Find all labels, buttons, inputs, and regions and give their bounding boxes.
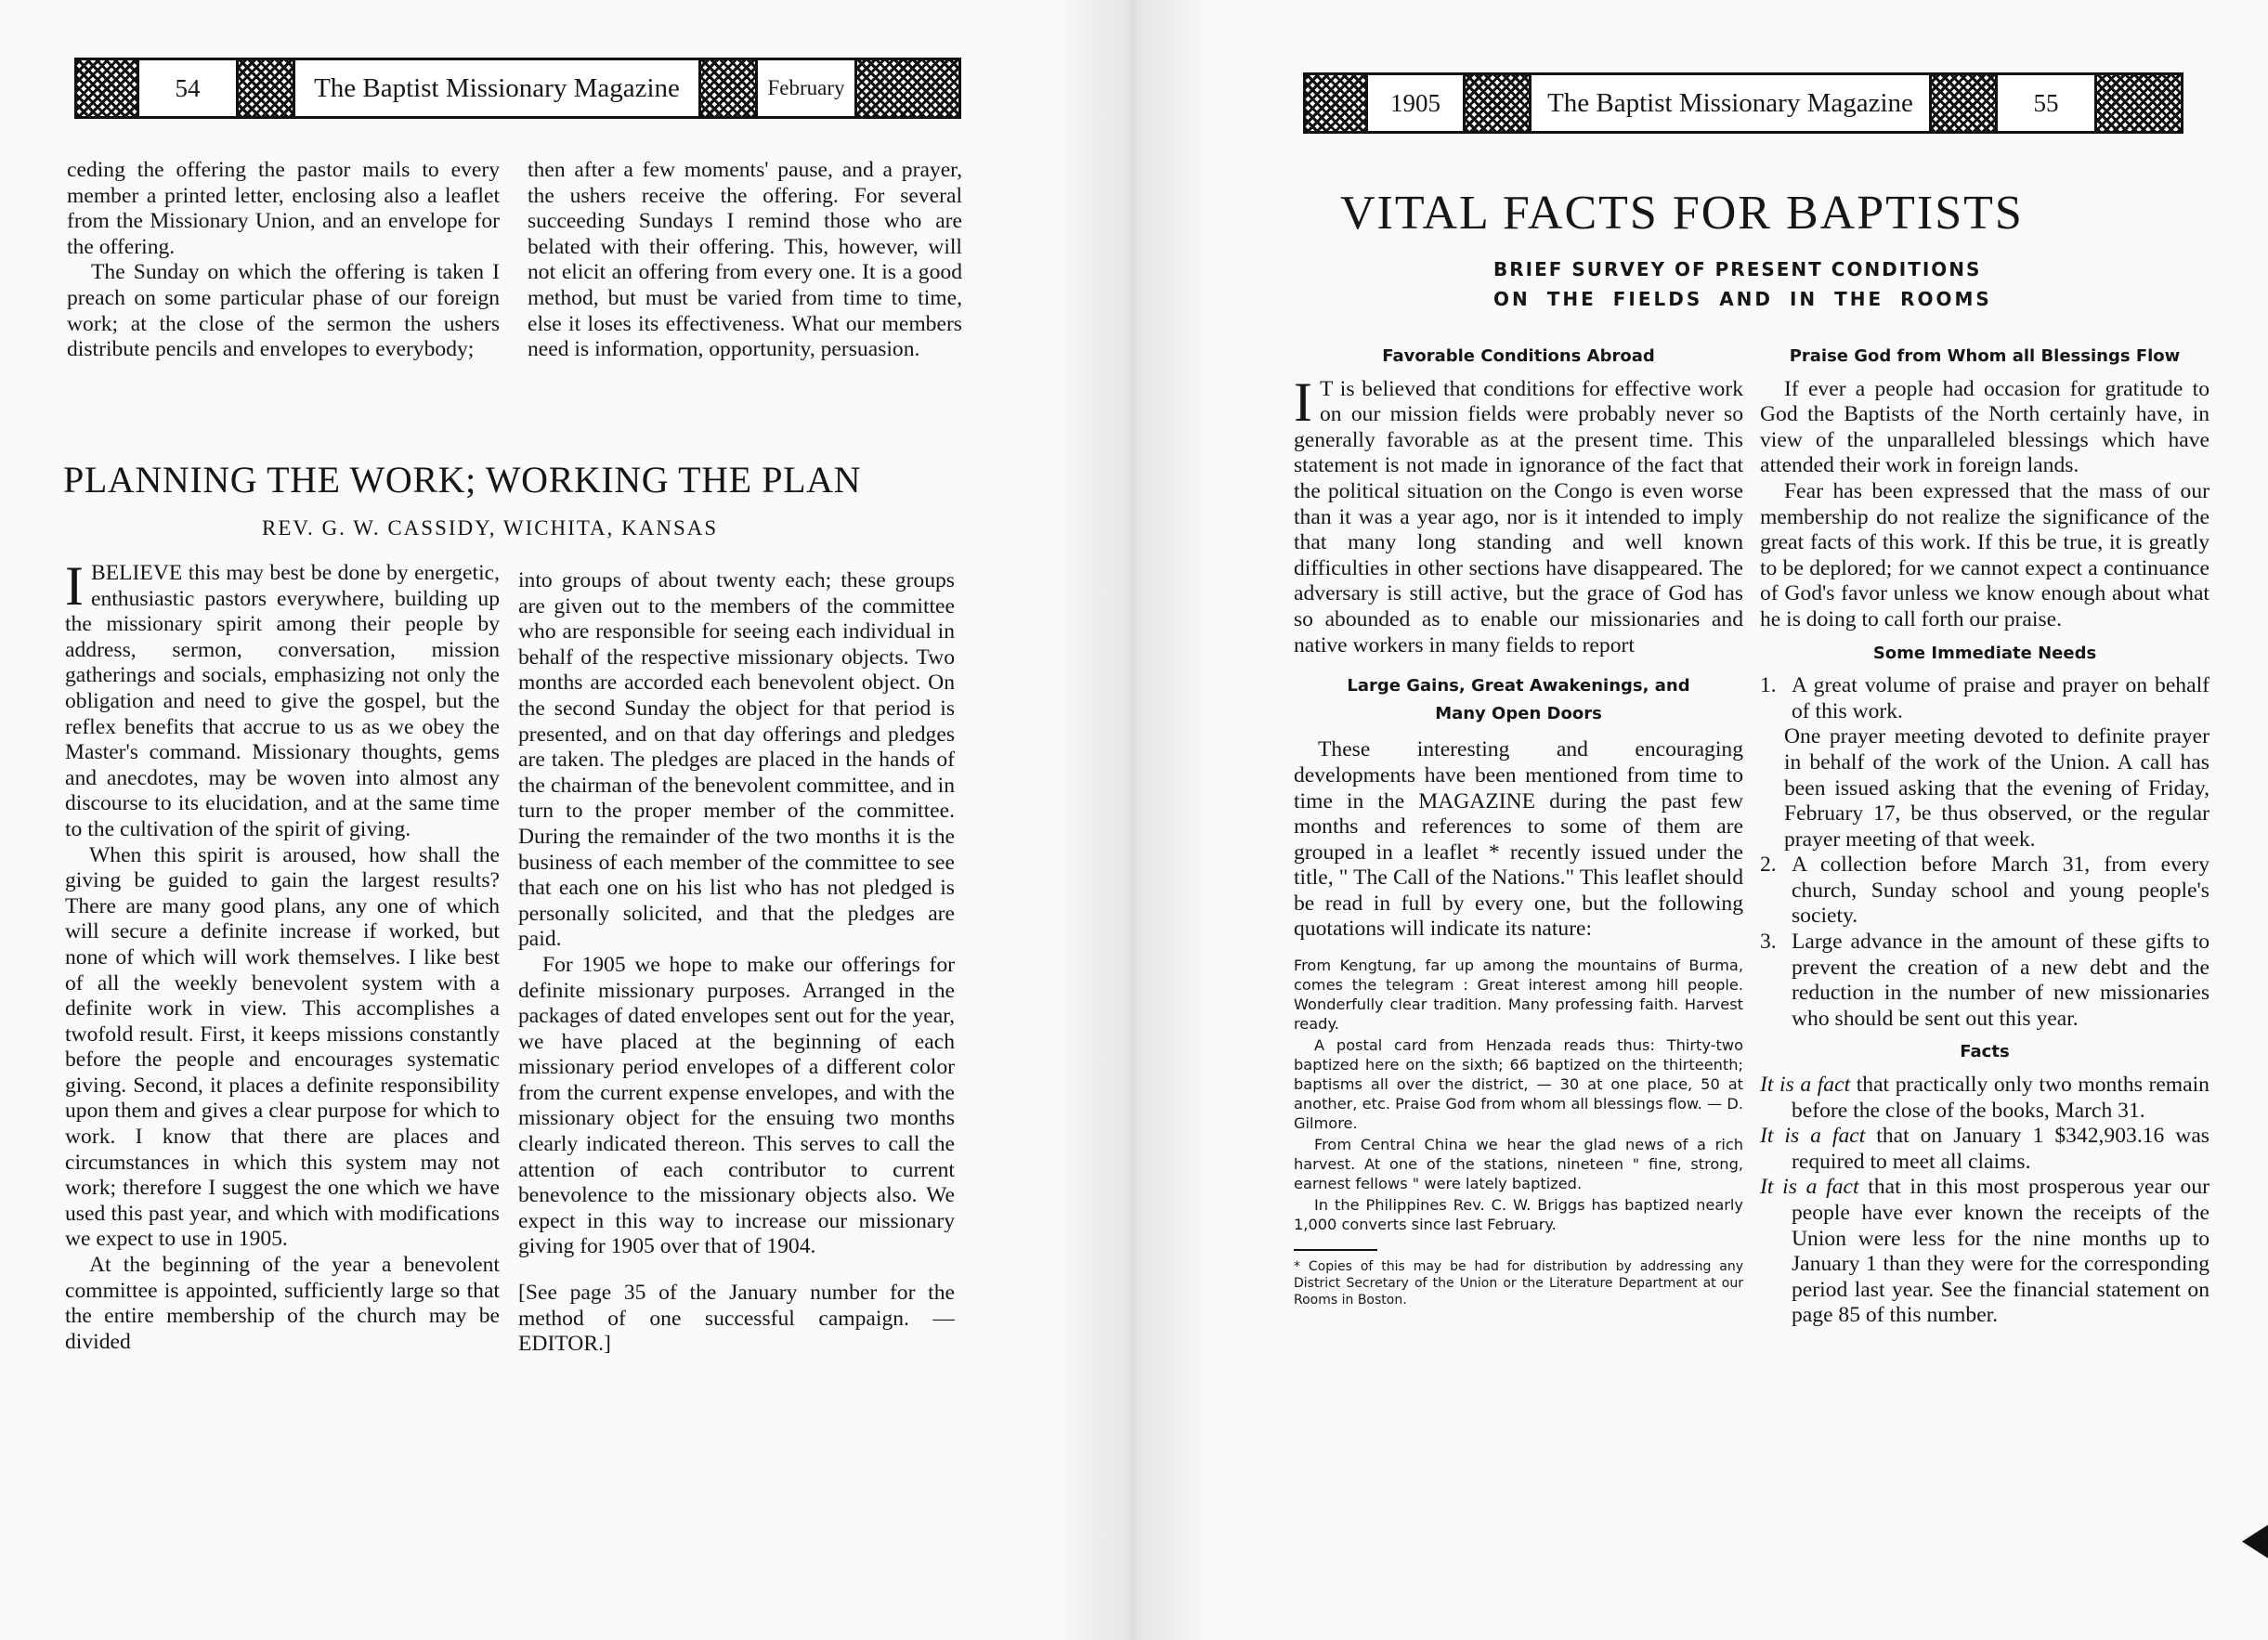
page-corner-mark (2242, 1525, 2268, 1558)
ornament (1932, 75, 1995, 131)
page-subtitle-2: ON THE FIELDS AND IN THE ROOMS (1493, 288, 1992, 310)
section-heading: Favorable Conditions Abroad (1382, 346, 1655, 366)
drop-cap: I (65, 555, 84, 617)
article-title: PLANNING THE WORK; WORKING THE PLAN (63, 459, 862, 501)
header-magazine-title: The Baptist Missionary Magazine (293, 60, 701, 116)
fact-item: It is a fact that on January 1 $342,903.16 was required to meet all claims. (1760, 1124, 2209, 1174)
page-title: VITAL FACTS FOR BAPTISTS (1340, 187, 2024, 240)
paragraph: These interesting and encouraging developments have been mentioned from time to time in the MAGAZINE during the past few months and references to some of them are grouped in a leaflet * recently issued under the title, " The Call of the Nations." This leaflet should be read in full by every one, but the following quotations will indicate its nature: (1294, 737, 1743, 942)
page-number: 54 (137, 60, 239, 116)
header-magazine-title: The Baptist Missionary Magazine (1529, 75, 1932, 131)
list-item: 2. A collection before March 31, from every church, Sunday school and young people's society. (1760, 853, 2209, 929)
ornament (701, 60, 755, 116)
section-heading: Facts (1960, 1042, 2010, 1062)
ornament (1306, 75, 1365, 131)
header-year: 1905 (1365, 75, 1466, 131)
quotation: From Central China we hear the glad news of a rich harvest. At one of the stations, nineteen " fine, strong, earnest fellows " were lately baptized. (1294, 1136, 1743, 1193)
right-page (1203, 0, 2268, 1640)
right-header (1303, 72, 2183, 134)
left-header (74, 58, 961, 119)
paragraph: When this spirit is aroused, how shall the giving be guided to gain the largest results? There are many good plans, any one of which will secure a definite increase if worked, but none of which will work themselves. I like best of all the weekly benevolent system with a definite work in view. This accomplishes a twofold result. First, it keeps missions constantly before the people and encourages systematic giving. Second, it places a definite responsibility upon them and gives a clear purpose for which to work. I know that there are places and circumstances in which this system may not work; therefore I suggest the one which we have used this past year, and which with modifications we expect to use in 1905. (65, 842, 500, 1252)
paragraph: into groups of about twenty each; these groups are given out to the members of the committee who are responsible for seeing each individual in behalf of the respective missionary objects. Two months are accorded each benevolent object. On the second Sunday the object for that period is presented, and on that day offerings and pledges are taken. The pledges are placed in the hands of the chairman of the benevolent committee, and in turn to the proper member of the committee. During the remainder of the two months it is the business of each member of the committee to see that each one on his list who has not pledged is personally solicited, and that the pledges are paid. (518, 568, 955, 952)
quotation: In the Philippines Rev. C. W. Briggs has baptized nearly 1,000 converts since last February. (1294, 1196, 1743, 1234)
paragraph: If ever a people had occasion for gratitude to God the Baptists of the North certainly have, in view of the unparalleled blessings which have attended their work in foreign lands. (1760, 376, 2209, 478)
quotation: A postal card from Henzada reads thus: Thirty-two baptized here on the sixth; 66 baptized on the thirteenth; baptisms all over the district, — 30 at one place, 50 at another, etc. Praise God from whom all blessings flow. — D. Gilmore. (1294, 1036, 1743, 1133)
ornament (239, 60, 293, 116)
quotation: From Kengtung, far up among the mountains of Burma, comes the telegram : Great interest among hill people. Wonderfully clear tradition. Many professing faith. Harvest ready. (1294, 957, 1743, 1034)
paragraph: T is believed that conditions for effective work on our mission fields were probably never so generally favorable as at the present time. This statement is not made in ignorance of the fact that the political situation on the Congo is even worse than it was a year ago, nor is it intended to imply that many long standing and well known difficulties in other sections have disappeared. The adversary is still active, but the grace of God has so abounded as to enable our missionaries and native workers in many fields to report (1294, 376, 1743, 657)
editor-note: [See page 35 of the January number for the method of one successful campaign. — EDITOR.] (518, 1281, 955, 1357)
ornament (1466, 75, 1529, 131)
page-number: 55 (1995, 75, 2097, 131)
section-heading: Many Open Doors (1435, 703, 1602, 723)
footnote (1294, 1249, 1743, 1308)
facts-column-1 (1294, 338, 1743, 1308)
header-month: February (755, 60, 857, 116)
section-heading: Some Immediate Needs (1872, 643, 2097, 663)
ornament (77, 60, 137, 116)
footnote-rule (1294, 1249, 1377, 1251)
fact-item: It is a fact that in this most prosperous year our people have ever known the receipts of the Union were less for the nine months up to January 1 than they were for the corresponding period last year. See the financial statement on page 85 of this number. (1760, 1175, 2209, 1328)
article-byline: REV. G. W. CASSIDY, WICHITA, KANSAS (262, 516, 719, 540)
article-column-2 (518, 568, 955, 1358)
list-item: 1. A great volume of praise and prayer on behalf of this work. One prayer meeting devoted to definite prayer in behalf of the work of the Union. A call has been issued asking that the evening of Friday, February 17, be thus observed, or the regular prayer meeting of that week. (1760, 673, 2209, 852)
facts-column-2 (1760, 338, 2209, 1329)
fact-item: It is a fact that practically only two months remain before the close of the books, March 31. (1760, 1073, 2209, 1123)
section-heading: Large Gains, Great Awakenings, and (1347, 676, 1690, 696)
intro-column-2 (528, 158, 962, 363)
paragraph: The Sunday on which the offering is taken I preach on some particular phase of our foreign work; at the close of the sermon the ushers distribute pencils and envelopes to everybody; (67, 260, 500, 362)
list-item: 3. Large advance in the amount of these gifts to prevent the creation of a new debt and the reduction in the number of new missionaries who should be sent out this year. (1760, 930, 2209, 1031)
needs-list (1760, 673, 2209, 1032)
page-gutter (1063, 0, 1203, 1640)
page-subtitle-1: BRIEF SURVEY OF PRESENT CONDITIONS (1493, 258, 1982, 280)
paragraph: For 1905 we hope to make our offerings for definite missionary purposes. Arranged in the packages of dated envelopes sent out for the year, we have placed at the beginning of each missionary period envelopes of a different color from the current expense envelopes, and with the missionary object for the ensuing two months clearly indicated thereon. This serves to call the attention of each contributor to current benevolence to the missionary objects also. We expect in this way to increase our missionary giving for 1905 over that of 1904. (518, 952, 955, 1259)
paragraph: ceding the offering the pastor mails to every member a printed letter, enclosing also a leaflet from the Missionary Union, and an envelope for the offering. (67, 158, 500, 259)
paragraph: then after a few moments' pause, and a prayer, the ushers receive the offering. For several succeeding Sundays I remind those who are belated with their offering. This, however, will not elicit an offering from every one. It is a good method, but must be varied from time to time, else it loses its effectiveness. What our members need is information, opportunity, persuasion. (528, 158, 962, 362)
drop-cap: I (1294, 371, 1312, 433)
ornament (2097, 75, 2181, 131)
paragraph: At the beginning of the year a benevolent committee is appointed, sufficiently large so that the entire membership of the church may be divided (65, 1253, 500, 1354)
quotations (1294, 956, 1743, 1234)
article-column-1 (65, 555, 500, 1355)
paragraph: BELIEVE this may best be done by energetic, enthusiastic pastors everywhere, building up the missionary spirit among their people by address, sermon, conversation, mission gatherings and socials, emphasizing not only the obligation and need to give the gospel, but the reflex benefits that accrue to us as we obey the Master's command. Missionary thoughts, gems and anecdotes, may be woven into almost any discourse to its elucidation, and at the same time to the cultivation of the spirit of giving. (65, 561, 500, 841)
footnote-text: * Copies of this may be had for distribution by addressing any District Secretary of the Union or the Literature Department at our Rooms in Boston. (1294, 1259, 1743, 1308)
left-page (0, 0, 1063, 1640)
ornament (857, 60, 958, 116)
intro-column-1 (67, 158, 500, 363)
paragraph: Fear has been expressed that the mass of our membership do not realize the significance of the great facts of this work. If this be true, it is greatly to be deplored; for we cannot expect a continuance of God's favor unless we know enough about what he is doing to call forth our praise. (1760, 478, 2209, 631)
section-heading: Praise God from Whom all Blessings Flow (1789, 346, 2181, 366)
